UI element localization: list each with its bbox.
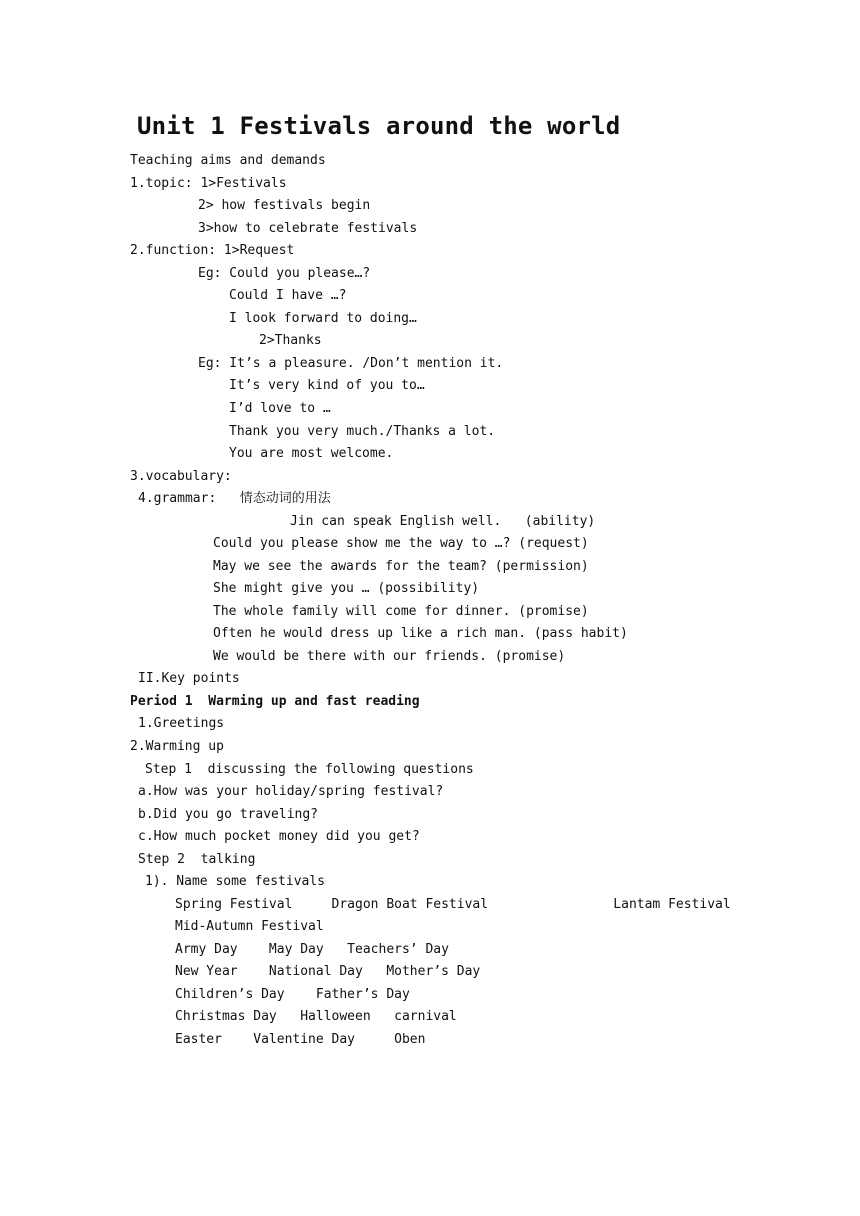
text-line: 3>how to celebrate festivals xyxy=(198,221,418,236)
text-line: The whole family will come for dinner. (promise) xyxy=(213,604,589,619)
text-line: 1.topic: 1>Festivals xyxy=(130,176,287,191)
text-line: Jin can speak English well. (ability) xyxy=(290,514,596,529)
text-line: 2>Thanks xyxy=(259,333,322,348)
text-line: I look forward to doing… xyxy=(229,311,417,326)
text-line: 2.function: 1>Request xyxy=(130,243,295,258)
text-line: Eg: It’s a pleasure. /Don’t mention it. xyxy=(198,356,504,371)
text-line: 2> how festivals begin xyxy=(198,198,371,213)
text-line: Spring Festival Dragon Boat Festival Lantam Festival xyxy=(175,897,731,912)
text-line: She might give you … (possibility) xyxy=(213,581,480,596)
text-line: We would be there with our friends. (promise) xyxy=(213,649,566,664)
text-line: Mid-Autumn Festival xyxy=(175,919,324,934)
text-line: 4.grammar: 情态动词的用法 xyxy=(138,491,331,506)
text-line: Could I have …? xyxy=(229,288,347,303)
text-line: b.Did you go traveling? xyxy=(138,807,319,822)
text-line: Thank you very much./Thanks a lot. xyxy=(229,424,496,439)
text-line: New Year National Day Mother’s Day xyxy=(175,964,481,979)
text-line: Could you please show me the way to …? (request) xyxy=(213,536,589,551)
text-line: Step 2 talking xyxy=(138,852,256,867)
text-line: 2.Warming up xyxy=(130,739,224,754)
text-line: 1.Greetings xyxy=(138,716,225,731)
text-line: Eg: Could you please…? xyxy=(198,266,371,281)
text-line: 3.vocabulary: xyxy=(130,469,232,484)
text-line: Teaching aims and demands xyxy=(130,153,326,168)
document-title: Unit 1 Festivals around the world xyxy=(137,112,621,140)
text-line: Army Day May Day Teachers’ Day xyxy=(175,942,449,957)
text-line: a.How was your holiday/spring festival? xyxy=(138,784,444,799)
text-line: Children’s Day Father’s Day xyxy=(175,987,410,1002)
text-line: Often he would dress up like a rich man. (pass habit) xyxy=(213,626,628,641)
text-line: c.How much pocket money did you get? xyxy=(138,829,420,844)
text-line: I’d love to … xyxy=(229,401,331,416)
text-line: May we see the awards for the team? (permission) xyxy=(213,559,589,574)
text-line: It’s very kind of you to… xyxy=(229,378,425,393)
text-line: You are most welcome. xyxy=(229,446,394,461)
text-line: Easter Valentine Day Oben xyxy=(175,1032,426,1047)
section-heading: Period 1 Warming up and fast reading xyxy=(130,694,420,709)
text-line: Christmas Day Halloween carnival xyxy=(175,1009,457,1024)
text-line: 1). Name some festivals xyxy=(145,874,326,889)
text-line: II.Key points xyxy=(138,671,240,686)
text-line: Step 1 discussing the following questions xyxy=(145,762,474,777)
